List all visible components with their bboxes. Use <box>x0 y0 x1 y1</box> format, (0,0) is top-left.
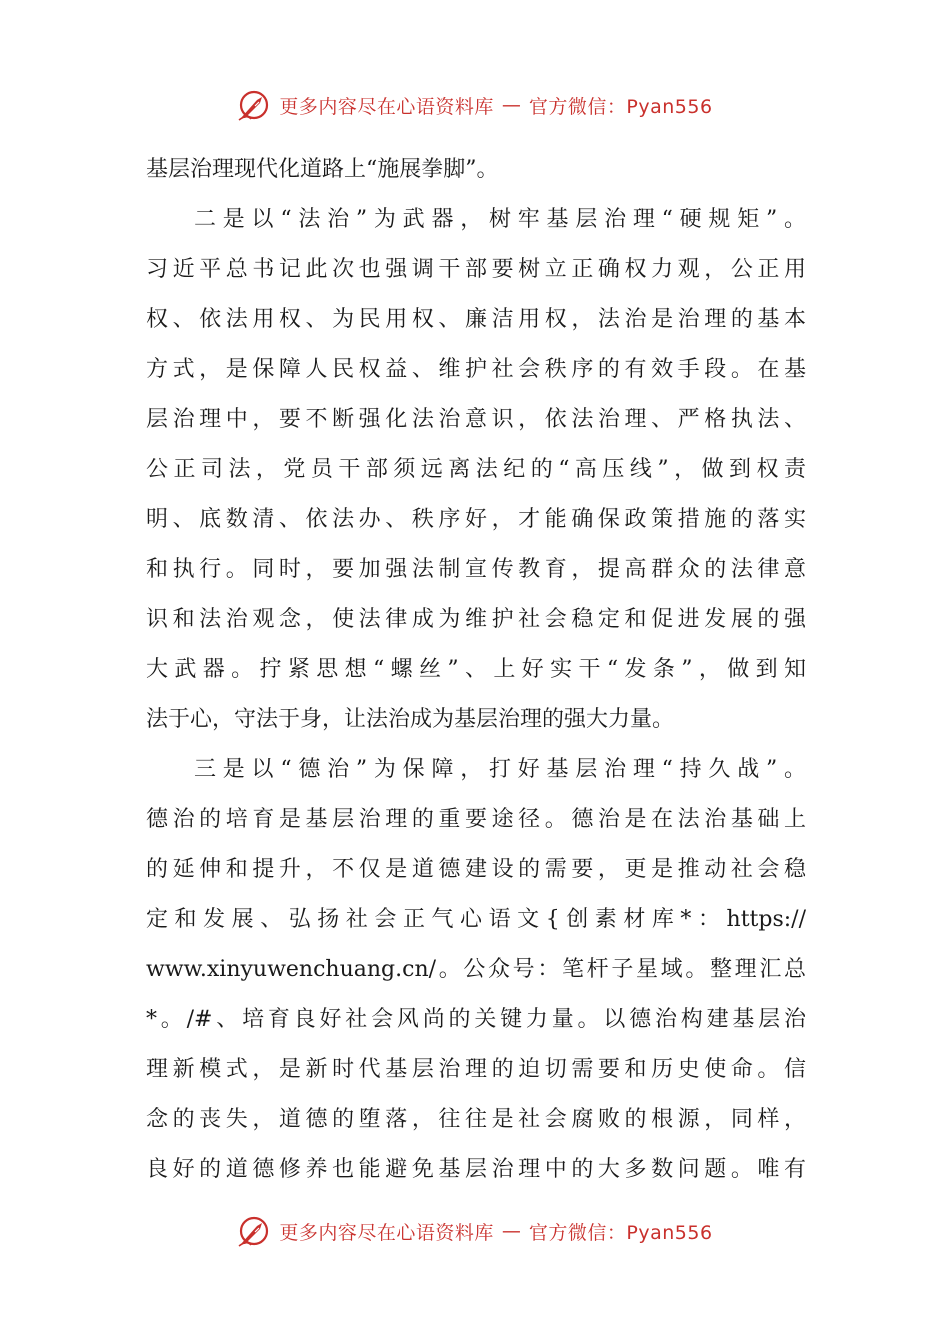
document-body <box>146 145 806 1195</box>
text-line: 层治理中，要不断强化法治意识，依法治理、严格执法、 <box>146 407 806 432</box>
paragraph-heading-3: 三是以“德治”为保障，打好基层治理“持久战”。 <box>194 757 806 782</box>
watermark-separator: — <box>501 1220 521 1242</box>
text-line: 定和发展、弘扬社会正气心语文{创素材库*：https:// <box>146 907 806 932</box>
pen-nib-circle-icon <box>237 1214 271 1248</box>
text-line: 理新模式，是新时代基层治理的迫切需要和历史使命。信 <box>146 1057 806 1082</box>
text-line: 方式，是保障人民权益、维护社会秩序的有效手段。在基 <box>146 357 806 382</box>
text-line: 习近平总书记此次也强调干部要树立正确权力观，公正用 <box>146 257 806 282</box>
footer-watermark <box>0 1211 950 1251</box>
watermark-slogan: 更多内容尽在心语资料库 <box>279 95 494 118</box>
text-line: 基层治理现代化道路上“施展拳脚”。 <box>146 157 499 182</box>
text-line: 权、依法用权、为民用权、廉洁用权，法治是治理的基本 <box>146 307 806 332</box>
text-line: 和执行。同时，要加强法制宣传教育，提高群众的法律意 <box>146 557 806 582</box>
text-line: 法于心，守法于身，让法治成为基层治理的强大力量。 <box>146 707 675 732</box>
header-watermark <box>0 85 950 125</box>
paragraph-heading-2: 二是以“法治”为武器，树牢基层治理“硬规矩”。 <box>194 207 806 232</box>
text-line: 公正司法，党员干部须远离法纪的“高压线”，做到权责 <box>146 457 806 482</box>
text-line: www.xinyuwenchuang.cn/。公众号：笔杆子星域。整理汇总 <box>146 957 806 982</box>
text-line: 大武器。拧紧思想“螺丝”、上好实干“发条”，做到知 <box>146 657 806 682</box>
text-line: 识和法治观念，使法律成为维护社会稳定和促进发展的强 <box>146 607 806 632</box>
watermark-contact: 官方微信：Pyan556 <box>528 1221 713 1244</box>
pen-nib-circle-icon <box>237 88 271 122</box>
watermark-slogan: 更多内容尽在心语资料库 <box>279 1221 494 1244</box>
watermark-contact: 官方微信：Pyan556 <box>528 95 713 118</box>
text-line: 念的丧失，道德的堕落，往往是社会腐败的根源，同样， <box>146 1107 806 1132</box>
text-line: *。/#、培育良好社会风尚的关键力量。以德治构建基层治 <box>146 1007 806 1032</box>
watermark-separator: — <box>501 94 521 116</box>
text-line: 明、底数清、依法办、秩序好，才能确保政策措施的落实 <box>146 507 806 532</box>
text-line: 良好的道德修养也能避免基层治理中的大多数问题。唯有 <box>146 1157 806 1182</box>
text-line: 德治的培育是基层治理的重要途径。德治是在法治基础上 <box>146 807 806 832</box>
text-line: 的延伸和提升，不仅是道德建设的需要，更是推动社会稳 <box>146 857 806 882</box>
